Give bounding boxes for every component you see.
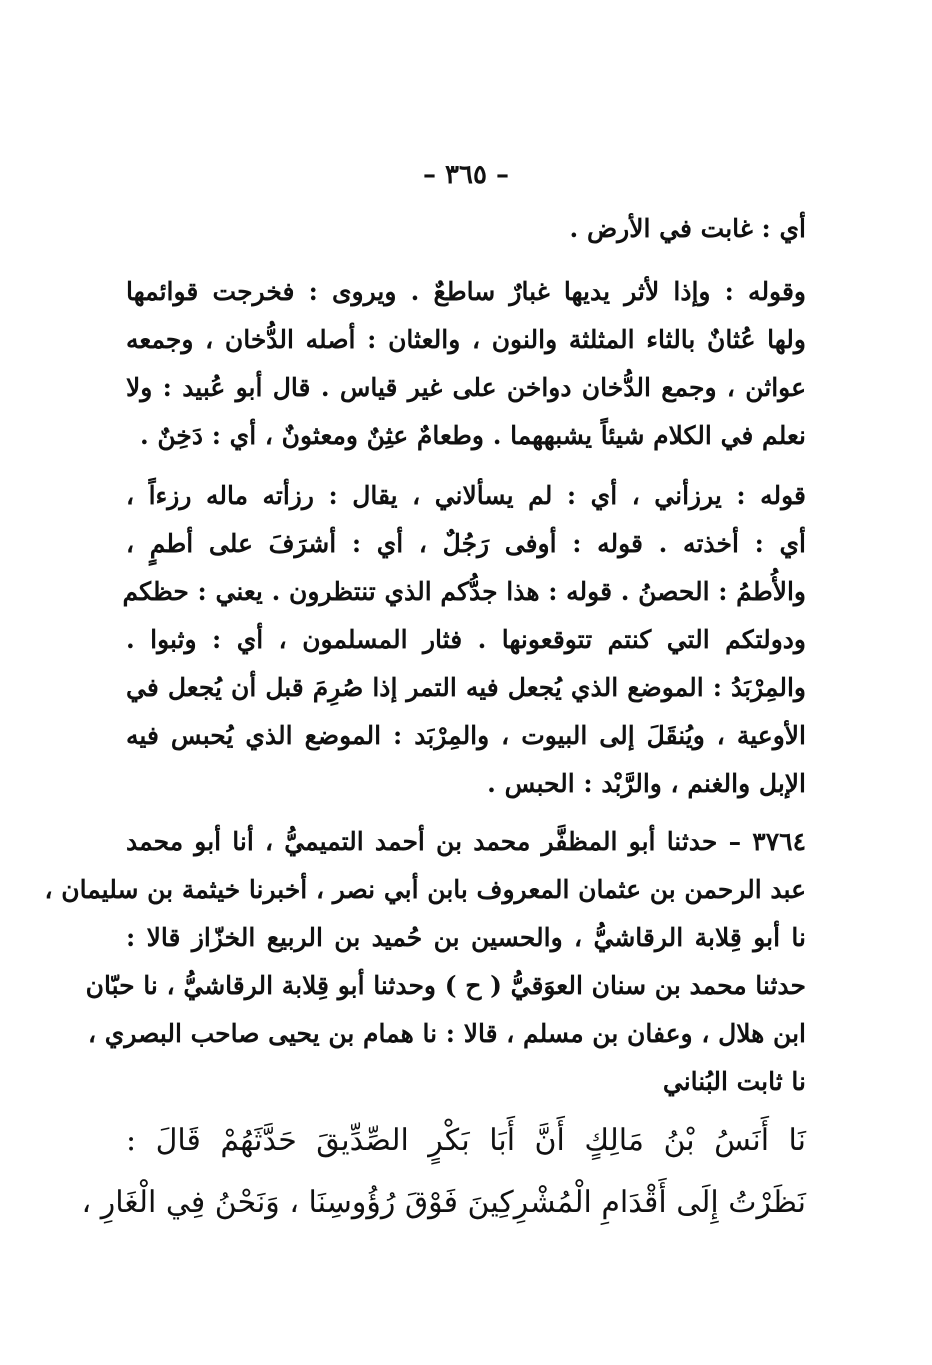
intro-paragraph: [126, 205, 806, 253]
paragraph-line: عبد الرحمن بن عثمان المعروف بابن أبي نصر ، أخبرنا خيثمة بن سليمان ،: [44, 875, 806, 904]
paragraph-line: عواثن ، وجمع الدُّخان دواخن على غير قياس . قال أبو عُبيد : ولا: [126, 373, 806, 402]
hadith-line: نَظَرْتُ إِلَى أَقْدَامِ الْمُشْرِكِينَ فَوْقَ رُؤُوسِنَا ، وَنَحْنُ فِي الْغَارِ ،: [81, 1185, 806, 1220]
paragraph-line: حدثنا محمد بن سنان العوَقيُّ ( ح ) وحدثنا أبو قِلابة الرقاشيُّ ، نا حبّان: [85, 971, 806, 1000]
paragraph-line: ٣٧٦٤ – حدثنا أبو المظفَّر محمد بن أحمد التميميُّ ، أنا أبو محمد: [126, 827, 806, 856]
paragraph-line: ولها عُثانٌ بالثاء المثلثة والنون ، والعثان : أصله الدُّخان ، وجمعه: [126, 325, 806, 354]
paragraph-line: والمِرْبَدُ : الموضع الذي يُجعل فيه التمر إذا صُرِمَ قبل أن يُجعل في: [126, 673, 806, 702]
paragraph-line: أي : أخذته . قوله : أوفى رَجُلٌ ، أي : أشرَفَ على أطمٍ ،: [126, 529, 806, 558]
paragraph-line: نعلم في الكلام شيئاً يشبههما . وطعامٌ عثِنٌ ومعثونٌ ، أي : دَخِنٌ .: [139, 421, 806, 450]
paragraph-line: نا أبو قِلابة الرقاشيُّ ، والحسين بن حُميد بن الربيع الخزّاز قالا :: [126, 923, 806, 952]
commentary-paragraph-2: [122, 472, 806, 808]
paragraph-line: الإبل والغنم ، والرَّبْد : الحبس .: [487, 769, 806, 798]
paragraph-line: ابن هلال ، وعفان بن مسلم ، قالا : نا همام بن يحيى صاحب البصري ،: [88, 1019, 806, 1048]
paragraph-line: وقوله : وإذا لأثر يديها غبارٌ ساطعٌ . ويروى : فخرجت قوائمها: [126, 277, 806, 306]
page-number: – ٣٦٥ –: [422, 160, 510, 190]
paragraph-line: قوله : يرزأني ، أي : لم يسألاني ، يقال : رزأته ماله رزءاً ،: [126, 481, 806, 510]
hadith-line: نَا أَنَسُ بْنُ مَالِكٍ أَنَّ أَبَا بَكْرٍ الصِّدِّيقَ حَدَّثَهُمْ قَالَ :: [126, 1123, 806, 1158]
paragraph-line: أي : غابت في الأرض .: [569, 214, 806, 243]
commentary-paragraph-1: [126, 268, 806, 460]
hadith-chain-of-narration: [44, 818, 806, 1106]
paragraph-line: ودولتكم التي كنتم تتوقعونها . فثار المسلمون ، أي : وثبوا .: [126, 625, 806, 654]
paragraph-line: نا ثابت البُناني: [662, 1067, 806, 1096]
hadith-text: [81, 1110, 806, 1234]
paragraph-line: والأُطمُ : الحصنُ . قوله : هذا جدُّكم الذي تنتظرون . يعني : حظكم: [122, 577, 806, 606]
paragraph-line: الأوعية ، ويُنقَلَ إلى البيوت ، والمِرْبَد : الموضع الذي يُحبس فيه: [126, 721, 806, 750]
